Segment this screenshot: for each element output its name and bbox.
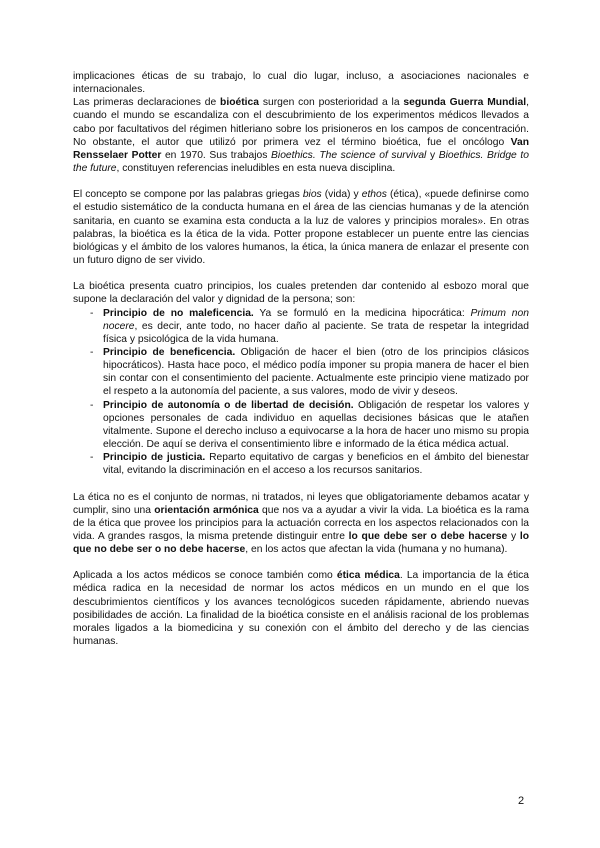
italic-word-bios: bios (302, 189, 322, 201)
list-item-autonomia: - Principio de autonomía o de libertad de decisión. Obligación de respetar los valores y opciones personales de cada individuo en aquellas decisiones básicas que le atañen vitalmente. Supone el derecho incluso a equivocarse a la hora de hacer uno mismo su propia elección. De aquí se deriva el consentimiento libre e informado de la ética médica actual. (73, 399, 529, 452)
paragraph-medical-ethics: Aplicada a los actos médicos se conoce también como ética médica. La importancia de la ética médica radica en la necesidad de normar los actos médicos en un mundo en el que los descubrimientos científicos y los avances tecnológicos suceden rápidamente, abriendo nuevas posibilidades de acción. La finalidad de la bioética consiste en el análisis racional de los problemas morales ligados a la biomedicina y su conexión con el ámbito del derecho y de las ciencias humanas. (73, 570, 529, 648)
bold-term-debe-ser: lo que debe ser o debe hacerse (348, 531, 508, 542)
italic-book-title-1: Bioethics. The science of survival (271, 149, 427, 161)
list-item-justicia: - Principio de justicia. Reparto equitativo de cargas y beneficios en el ámbito del bienestar vital, evitando la discriminación en el acceso a los recursos sanitarios. (73, 451, 529, 477)
page-number: 2 (518, 795, 525, 807)
bold-term-bioetica: bioética (220, 97, 259, 109)
principles-list (73, 307, 529, 478)
bold-term-no-debe-ser: lo que no debe ser o no debe hacerse (73, 531, 529, 556)
document-body (73, 70, 529, 648)
paragraph-intro-continuation: implicaciones éticas de su trabajo, lo cual dio lugar, incluso, a asociaciones nacionales e internacionales. (73, 71, 529, 96)
bold-term-potter: Van Rensselaer Potter (73, 136, 529, 161)
paragraph-first-declarations: Las primeras declaraciones de bioética surgen con posterioridad a la segunda Guerra Mundial, cuando el mundo se escandaliza con el descubrimiento de los experimentos médicos llevados a cabo por facultativos del régimen hitleriano sobre los prisioneros en los campos de concentración. No obstante, el autor que utilizó por primera vez el término bioética, fue el oncólogo Van Rensselaer Potter en 1970. Sus trabajos Bioethics. The science of survival y Bioethics. Bridge to the future, constituyen referencias ineludibles en esta nueva disciplina. (73, 97, 529, 175)
paragraph-ethics-definition: La ética no es el conjunto de normas, ni tratados, ni leyes que obligatoriamente debamos acatar y cumplir, sino una orientación armónica que nos va a ayudar a vivir la vida. La bioética es la rama de la ética que provee los principios para la actuación correcta en los aspectos relacionados con la vida. A grandes rasgos, la misma pretende distinguir entre lo que debe ser o debe hacerse y lo que no debe ser o no debe hacerse, en los actos que afectan la vida (humana y no humana). (73, 491, 529, 556)
bold-term-segunda-guerra: segunda Guerra Mundial (403, 97, 527, 109)
list-item-no-maleficencia: - Principio de no maleficencia. Ya se formuló en la medicina hipocrática: Primum non nocere, es decir, ante todo, no hacer daño al paciente. Se trata de respetar la integridad física y psicológica de la vida humana. (73, 307, 529, 346)
bold-term-orientacion: orientación armónica (154, 504, 259, 516)
italic-book-title-2: Bioethics. Bridge to the future (73, 149, 529, 175)
paragraph-principles-intro: La bioética presenta cuatro principios, los cuales pretenden dar contenido al esbozo moral que supone la declaración del valor y dignidad de la persona; son: (73, 281, 529, 306)
list-item-beneficencia: - Principio de beneficencia. Obligación de hacer el bien (otro de los principios clásicos hipocráticos). Hasta hace poco, el médico podía imponer su propia manera de hacer el bien sin contar con el consentimiento del paciente. Actualmente este principio viene matizado por el respeto a la autonomía del paciente, a sus valores, modo de vivir y deseos. (73, 346, 529, 399)
paragraph-concept: El concepto se compone por las palabras griegas bios (vida) y ethos (ética), «puede definirse como el estudio sistemático de la conducta humana en el área de las ciencias humanas y de la atención sanitaria, en cuanto se examina esta conducta a la luz de valores y principios morales». En otras palabras, la bioética es la ética de la vida. Potter propone establecer un puente entre las ciencias biológicas y el ámbito de los valores humanos, la ética, la única manera de enlazar el presente con un futuro digno de ser vivido. (73, 189, 530, 267)
bold-term-etica-medica: ética médica (336, 570, 400, 582)
italic-word-ethos: ethos (361, 189, 387, 201)
